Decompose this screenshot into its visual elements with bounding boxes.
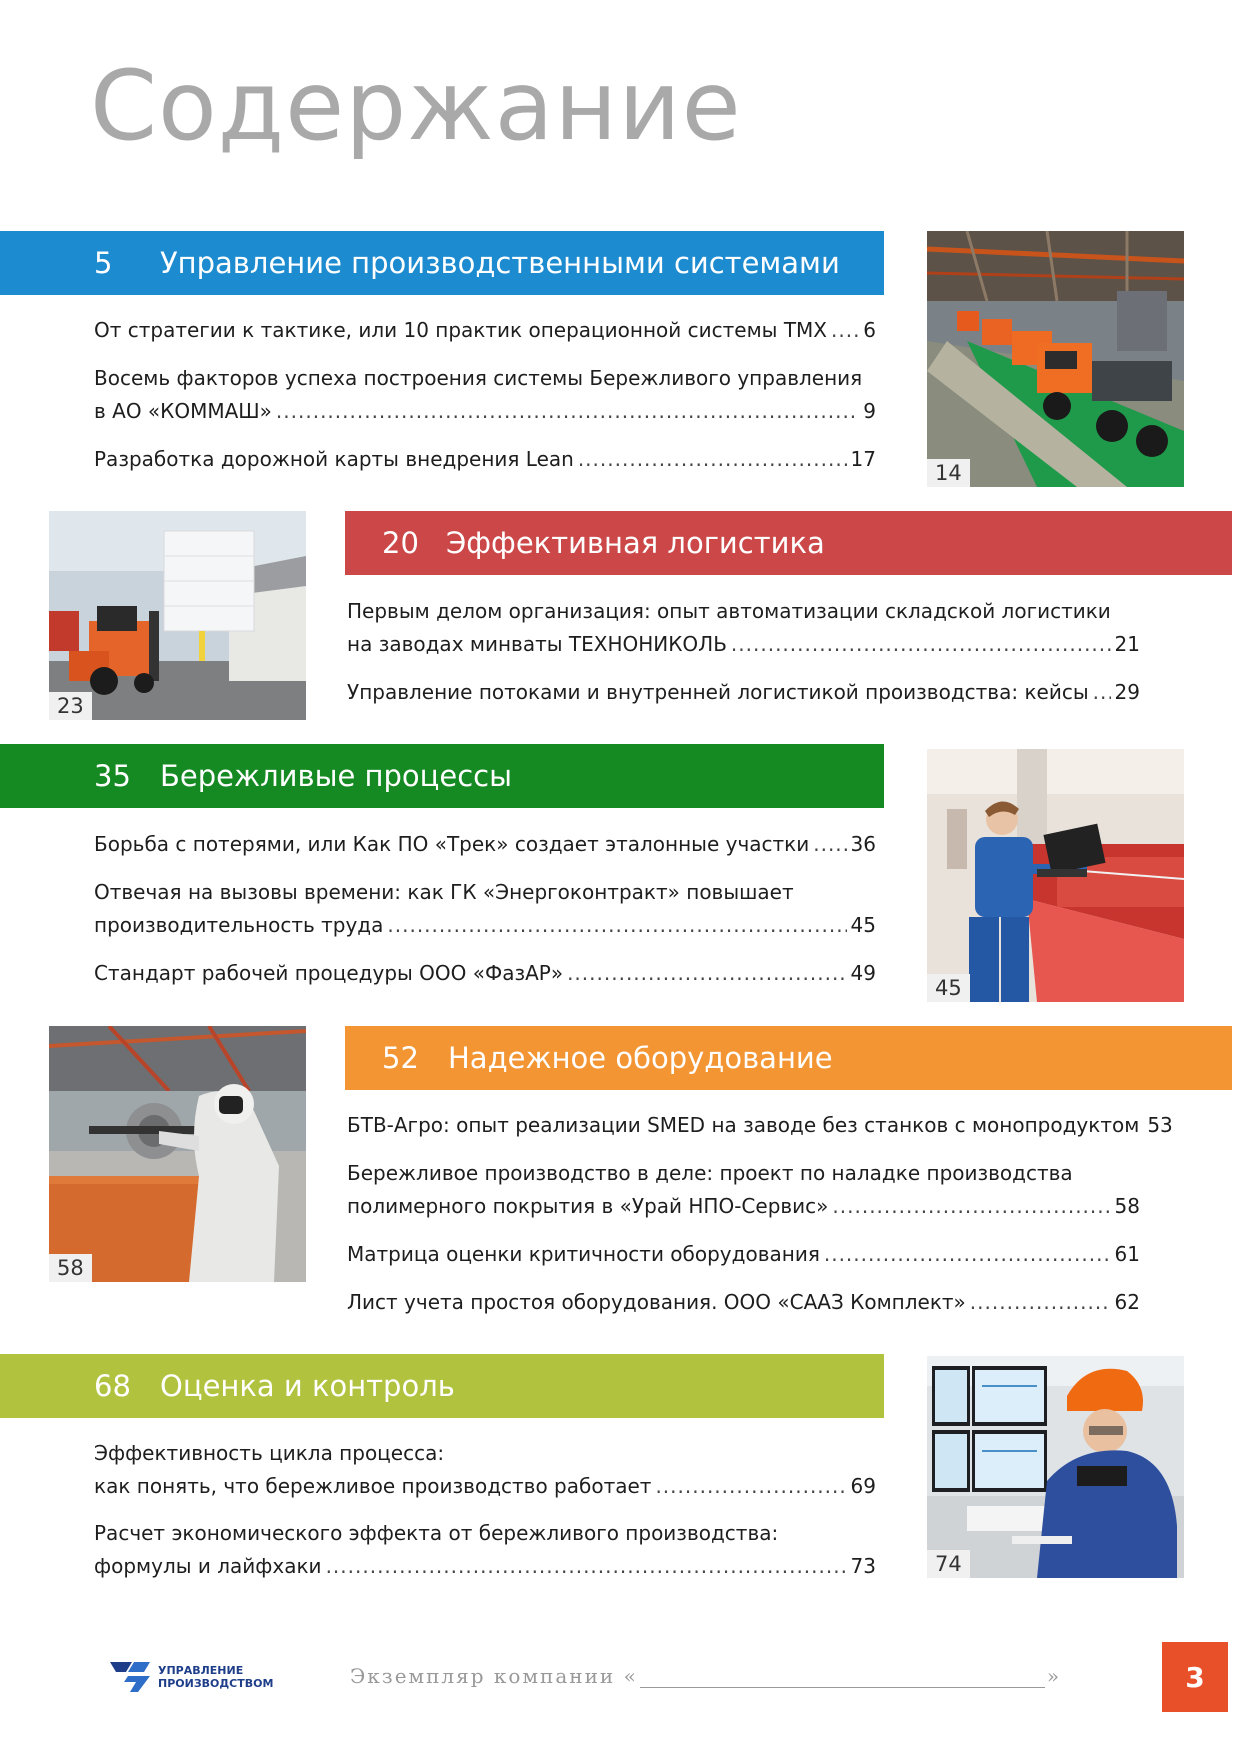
section-header-4[interactable] xyxy=(345,1026,1232,1090)
leader-dots xyxy=(387,909,846,942)
toc-entry[interactable] xyxy=(94,314,876,347)
toc-entry-text: как понять, что бережливое производство работает xyxy=(94,1474,652,1498)
toc-page-number: 45 xyxy=(850,913,876,937)
toc-entry-text: Восемь факторов успеха построения системы Бережливого управления xyxy=(94,366,863,390)
toc-page-number: 69 xyxy=(850,1474,876,1498)
page-title: Содержание xyxy=(90,50,742,162)
toc-page-number: 61 xyxy=(1114,1242,1140,1266)
toc-entry[interactable] xyxy=(94,1517,876,1583)
toc-page-number: 73 xyxy=(850,1554,876,1578)
toc-entry[interactable] xyxy=(94,1437,876,1503)
section-header-1[interactable] xyxy=(0,231,884,295)
toc-entry[interactable] xyxy=(94,828,876,861)
company-name-blank[interactable] xyxy=(640,1663,1045,1688)
forklift-photo[interactable] xyxy=(49,511,306,720)
leader-dots xyxy=(970,1286,1111,1319)
leader-dots xyxy=(567,957,846,990)
leader-dots xyxy=(276,395,859,428)
toc-entry-text: Матрица оценки критичности оборудования xyxy=(347,1242,820,1266)
toc-page-number: 62 xyxy=(1114,1290,1140,1314)
section-number: 35 xyxy=(94,759,131,793)
section-header-5[interactable] xyxy=(0,1354,884,1418)
toc-entry-text: Отвечая на вызовы времени: как ГК «Энергоконтракт» повышает xyxy=(94,880,794,904)
toc-entry[interactable] xyxy=(347,676,1140,709)
toc-entry[interactable] xyxy=(94,957,876,990)
toc-entry[interactable] xyxy=(347,1157,1140,1223)
toc-page-number: 49 xyxy=(850,961,876,985)
toc-entry-text: Стандарт рабочей процедуры ООО «ФазАР» xyxy=(94,961,564,985)
toc-entry-text: Борьба с потерями, или Как ПО «Трек» создает эталонные участки xyxy=(94,832,810,856)
leader-dots xyxy=(731,628,1111,661)
section-title: Бережливые процессы xyxy=(160,759,513,793)
toc-entry[interactable] xyxy=(347,1286,1140,1319)
toc-entry-text: Эффективность цикла процесса: xyxy=(94,1441,445,1465)
leader-dots xyxy=(655,1470,846,1503)
toc-page-number: 6 xyxy=(863,318,876,342)
toc-entry-text: Управление потоками и внутренней логистикой производства: кейсы xyxy=(347,680,1089,704)
toc-entry[interactable] xyxy=(94,443,876,476)
section-title: Эффективная логистика xyxy=(446,526,825,560)
leader-dots xyxy=(832,1190,1110,1223)
toc-entry-text: БТВ-Агро: опыт реализации SMED на заводе без станков с монопродуктом xyxy=(347,1113,1140,1137)
publisher-logo[interactable] xyxy=(110,1662,273,1692)
toc-entry-text: Первым делом организация: опыт автоматизации складской логистики xyxy=(347,599,1111,623)
page-number: 3 xyxy=(1162,1642,1228,1712)
logo-text-line2: ПРОИЗВОДСТВОМ xyxy=(158,1677,274,1690)
logo-mark-icon xyxy=(110,1662,150,1692)
photo-page-label: 74 xyxy=(927,1550,970,1578)
section-number: 52 xyxy=(382,1041,419,1075)
section-number: 5 xyxy=(94,246,113,280)
copy-owner-line xyxy=(350,1663,1061,1688)
toc-entry-text: От стратегии к тактике, или 10 практик операционной системы ТМХ xyxy=(94,318,827,342)
logo-text-line1: УПРАВЛЕНИЕ xyxy=(158,1664,244,1677)
toc-page-number: 9 xyxy=(863,399,876,423)
worker-laptop-photo[interactable] xyxy=(927,749,1184,1002)
protective-suit-worker-photo[interactable] xyxy=(49,1026,306,1282)
toc-page-number: 17 xyxy=(850,447,876,471)
copy-owner-prefix: Экземпляр компании « xyxy=(350,1664,638,1688)
section-header-3[interactable] xyxy=(0,744,884,808)
leader-dots xyxy=(813,828,846,861)
toc-entry[interactable] xyxy=(347,1238,1140,1271)
toc-entry[interactable] xyxy=(94,876,876,942)
toc-page-number: 36 xyxy=(850,832,876,856)
section-number: 20 xyxy=(382,526,419,560)
toc-entry-text: на заводах минваты ТЕХНОНИКОЛЬ xyxy=(347,632,727,656)
toc-entry-text: Разработка дорожной карты внедрения Lean xyxy=(94,447,574,471)
photo-page-label: 23 xyxy=(49,692,92,720)
toc-entry-text: в АО «КОММАШ» xyxy=(94,399,272,423)
leader-dots xyxy=(1093,676,1111,709)
leader-dots xyxy=(578,443,847,476)
section-header-2[interactable] xyxy=(345,511,1232,575)
leader-dots xyxy=(326,1550,847,1583)
toc-page-number: 21 xyxy=(1114,632,1140,656)
toc-entry-text: формулы и лайфхаки xyxy=(94,1554,322,1578)
toc-entry[interactable] xyxy=(347,595,1140,661)
photo-page-label: 58 xyxy=(49,1254,92,1282)
truck-assembly-line-photo[interactable] xyxy=(927,231,1184,487)
toc-entry[interactable] xyxy=(94,362,876,428)
toc-page-number: 53 xyxy=(1147,1113,1173,1137)
photo-page-label: 14 xyxy=(927,459,970,487)
toc-page-number: 29 xyxy=(1114,680,1140,704)
toc-page-number: 58 xyxy=(1114,1194,1140,1218)
toc-entry-text: полимерного покрытия в «Урай НПО-Сервис» xyxy=(347,1194,829,1218)
copy-owner-suffix: » xyxy=(1046,1664,1062,1688)
leader-dots xyxy=(824,1238,1111,1271)
control-room-operator-photo[interactable] xyxy=(927,1356,1184,1578)
toc-entry-text: производительность труда xyxy=(94,913,384,937)
section-title: Оценка и контроль xyxy=(160,1369,455,1403)
toc-entry-text: Бережливое производство в деле: проект по наладке производства xyxy=(347,1161,1073,1185)
photo-page-label: 45 xyxy=(927,974,970,1002)
section-title: Управление производственными системами xyxy=(160,246,840,280)
toc-entry[interactable] xyxy=(347,1109,1173,1142)
section-number: 68 xyxy=(94,1369,131,1403)
leader-dots xyxy=(831,314,859,347)
section-title: Надежное оборудование xyxy=(448,1041,833,1075)
toc-entry-text: Расчет экономического эффекта от бережливого производства: xyxy=(94,1521,779,1545)
toc-entry-text: Лист учета простоя оборудования. ООО «СААЗ Комплект» xyxy=(347,1290,966,1314)
